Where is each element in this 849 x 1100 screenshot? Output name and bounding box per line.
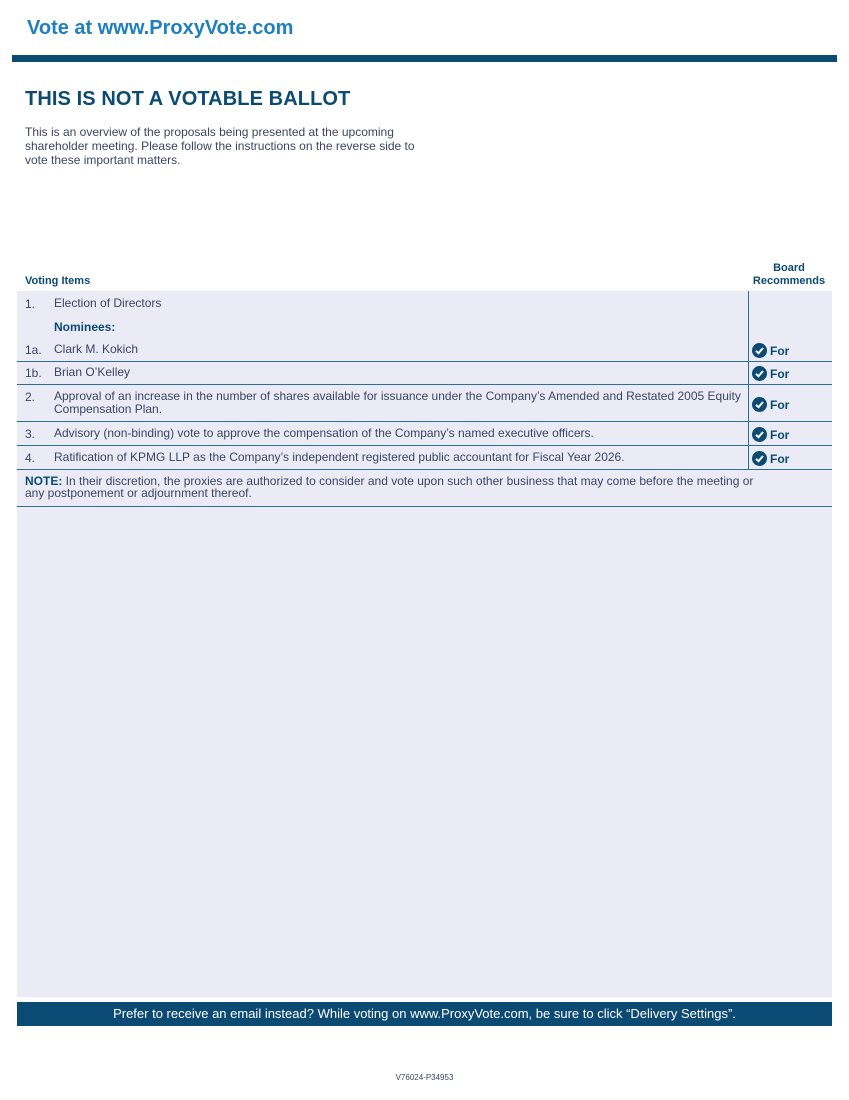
note-label: NOTE: bbox=[25, 474, 63, 488]
checkmark-icon bbox=[752, 397, 767, 412]
item-number: 1. bbox=[25, 297, 36, 311]
board-recommends-header-line1: Board bbox=[773, 262, 805, 274]
item-number: 2. bbox=[25, 390, 36, 404]
voting-item-row bbox=[17, 366, 832, 385]
board-recommendation bbox=[752, 450, 832, 467]
checkmark-icon bbox=[752, 343, 767, 358]
item-text: Approval of an increase in the number of shares available for issuance under the Company’s Amended and Restated 2005 Equity Compensation Plan. bbox=[54, 389, 741, 416]
nominees-label-row bbox=[17, 321, 832, 339]
voting-item-row bbox=[17, 451, 832, 470]
item-number: 3. bbox=[25, 427, 36, 441]
item-text: Ratification of KPMG LLP as the Company’s independent registered public accountant for Fiscal Year 2026. bbox=[54, 450, 625, 464]
header-divider bbox=[12, 55, 837, 62]
voting-item-row bbox=[17, 427, 832, 446]
checkmark-icon bbox=[752, 366, 767, 381]
note-body: In their discretion, the proxies are authorized to consider and vote upon such other business that may come before the meeting or any postponement or adjournment thereof. bbox=[25, 474, 754, 500]
note-divider bbox=[17, 506, 832, 507]
voting-item-row bbox=[17, 297, 832, 319]
page-title: THIS IS NOT A VOTABLE BALLOT bbox=[25, 88, 351, 110]
document-code: V76024-P34953 bbox=[395, 1073, 454, 1082]
item-text: Clark M. Kokich bbox=[54, 342, 139, 356]
voting-item-row bbox=[17, 390, 832, 422]
recommendation-label: For bbox=[770, 397, 790, 412]
board-recommendation bbox=[752, 396, 832, 413]
checkmark-icon bbox=[752, 451, 767, 466]
board-recommendation bbox=[752, 342, 832, 359]
recommendation-label: For bbox=[770, 451, 790, 466]
item-text: Advisory (non-binding) vote to approve the compensation of the Company’s named executive officers. bbox=[54, 426, 594, 440]
proxyvote-link[interactable]: Vote at www.ProxyVote.com bbox=[27, 17, 294, 39]
item-number: 1b. bbox=[25, 366, 42, 380]
intro-text: This is an overview of the proposals being presented at the upcoming shareholder meeting. Please follow the instructions on the reverse side to vote these important matters. bbox=[25, 125, 415, 167]
nominees-label: Nominees: bbox=[54, 320, 116, 334]
voting-items-header: Voting Items bbox=[25, 275, 91, 287]
board-recommendation bbox=[752, 365, 832, 382]
board-recommends-header bbox=[749, 262, 829, 288]
recommendation-label: For bbox=[770, 366, 790, 381]
item-text: Brian O’Kelley bbox=[54, 365, 131, 379]
delivery-settings-banner: Prefer to receive an email instead? While voting on www.ProxyVote.com, be sure to click “Delivery Settings”. bbox=[17, 1002, 832, 1026]
note-text bbox=[25, 475, 755, 499]
item-text: Election of Directors bbox=[54, 296, 162, 310]
recommendation-label: For bbox=[770, 427, 790, 442]
recommendation-label: For bbox=[770, 343, 790, 358]
voting-item-row bbox=[17, 343, 832, 362]
board-recommendation bbox=[752, 426, 832, 443]
checkmark-icon bbox=[752, 427, 767, 442]
item-number: 1a. bbox=[25, 343, 42, 357]
item-number: 4. bbox=[25, 451, 36, 465]
board-recommends-header-line2: Recommends bbox=[752, 275, 826, 287]
